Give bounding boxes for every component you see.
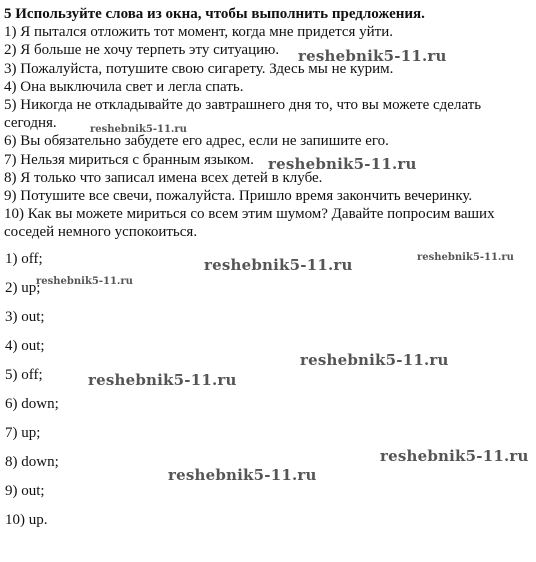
sentence-7: 7) Нельзя мириться с бранным языком.	[4, 151, 254, 168]
answer-9: 9) out;	[5, 483, 45, 499]
watermark: reshebnik5-11.ru	[88, 371, 237, 389]
watermark: reshebnik5-11.ru	[298, 47, 447, 65]
answer-5: 5) off;	[5, 367, 43, 383]
sentence-8: 8) Я только что записал имена всех детей в клубе.	[4, 169, 323, 186]
exercise-block	[4, 5, 532, 242]
answer-4: 4) out;	[5, 338, 45, 354]
watermark: reshebnik5-11.ru	[380, 447, 529, 465]
sentence-4: 4) Она выключила свет и легла спать.	[4, 78, 244, 95]
sentence-6: 6) Вы обязательно забудете его адрес, если не запишите его.	[4, 133, 389, 150]
sentence-1: 1) Я пытался отложить тот момент, когда мне придется уйти.	[4, 24, 393, 41]
answer-list	[5, 250, 59, 540]
watermark: reshebnik5-11.ru	[90, 124, 187, 135]
sentence-2: 2) Я больше не хочу терпеть эту ситуацию.	[4, 42, 280, 59]
answer-7: 7) up;	[5, 425, 41, 441]
watermark: reshebnik5-11.ru	[36, 276, 133, 287]
sentence-9: 9) Потушите все свечи, пожалуйста. Пришло время закончить вечеринку.	[4, 188, 473, 205]
sentence-5: 5) Никогда не откладывайте до завтрашнего дня то, что вы можете сделать сегодня.	[4, 97, 482, 132]
exercise-title: 5 Используйте слова из окна, чтобы выполнить предложения.	[4, 6, 425, 22]
watermark: reshebnik5-11.ru	[417, 252, 514, 263]
watermark: reshebnik5-11.ru	[300, 351, 449, 369]
sentence-10: 10) Как вы можете мириться со всем этим шумом? Давайте попросим ваших соседей немного успокоиться.	[4, 206, 495, 241]
watermark: reshebnik5-11.ru	[268, 155, 417, 173]
answer-3: 3) out;	[5, 309, 45, 325]
answer-1: 1) off;	[5, 251, 43, 267]
watermark: reshebnik5-11.ru	[168, 466, 317, 484]
answer-2: 2) up;	[5, 280, 41, 296]
answer-10: 10) up.	[5, 512, 48, 528]
sentence-3: 3) Пожалуйста, потушите свою сигарету. Здесь мы не курим.	[4, 60, 394, 77]
watermark: reshebnik5-11.ru	[204, 256, 353, 274]
answer-8: 8) down;	[5, 454, 59, 470]
answer-6: 6) down;	[5, 396, 59, 412]
